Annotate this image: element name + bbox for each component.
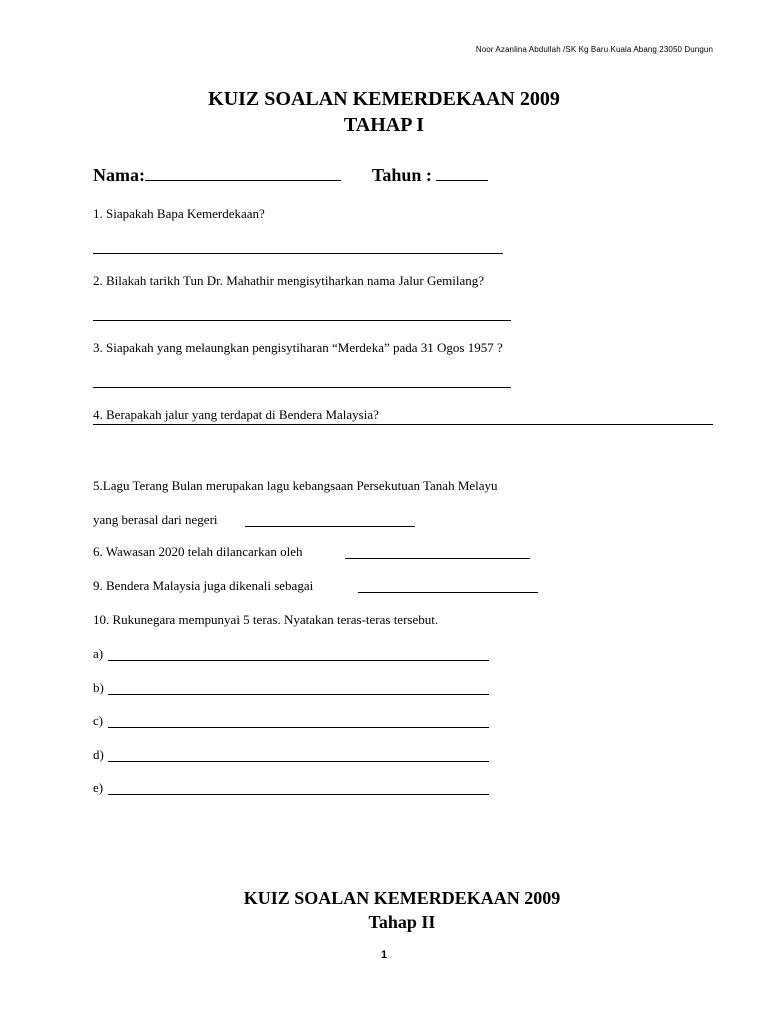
- option-e-label: e): [93, 780, 104, 795]
- question-2: 2. Bilakah tarikh Tun Dr. Mahathir mengisytiharkan nama Jalur Gemilang?: [93, 273, 485, 288]
- answer-line-d[interactable]: [108, 761, 489, 762]
- answer-line-9[interactable]: [358, 592, 538, 593]
- option-d-label: d): [93, 747, 104, 762]
- name-blank[interactable]: [145, 166, 341, 181]
- answer-line-c[interactable]: [108, 727, 489, 728]
- answer-line-e[interactable]: [108, 794, 489, 795]
- name-field[interactable]: [93, 165, 341, 186]
- year-blank[interactable]: [436, 166, 488, 181]
- quiz-title: KUIZ SOALAN KEMERDEKAAN 2009: [208, 88, 560, 110]
- question-3: 3. Siapakah yang melaungkan pengisytiharan “Merdeka” pada 31 Ogos 1957 ?: [93, 340, 503, 355]
- answer-line-4[interactable]: [93, 424, 713, 425]
- year-label: Tahun :: [372, 165, 432, 185]
- question-4: 4. Berapakah jalur yang terdapat di Bendera Malaysia?: [93, 407, 379, 422]
- answer-line-a[interactable]: [108, 660, 489, 661]
- question-6: 6. Wawasan 2020 telah dilancarkan oleh: [93, 544, 303, 559]
- option-c-label: c): [93, 713, 104, 728]
- header-note: Noor Azanlina Abdullah /SK Kg Baru Kuala Abang 23050 Dungun: [475, 45, 713, 54]
- answer-line-5[interactable]: [245, 526, 415, 527]
- question-9: 9. Bendera Malaysia juga dikenali sebagai: [93, 578, 314, 593]
- level-title-2: Tahap II: [368, 912, 436, 932]
- level-title: TAHAP I: [343, 114, 425, 136]
- answer-line-b[interactable]: [108, 694, 489, 695]
- answer-line-1[interactable]: [93, 253, 503, 254]
- answer-line-3[interactable]: [93, 387, 511, 388]
- name-label: Nama:: [93, 165, 145, 185]
- answer-line-6[interactable]: [345, 558, 530, 559]
- answer-line-2[interactable]: [93, 320, 511, 321]
- quiz-title-2: KUIZ SOALAN KEMERDEKAAN 2009: [243, 888, 561, 908]
- year-field[interactable]: [372, 165, 488, 186]
- question-5: 5.Lagu Terang Bulan merupakan lagu kebangsaan Persekutuan Tanah Melayu: [93, 478, 498, 493]
- question-1: 1. Siapakah Bapa Kemerdekaan?: [93, 206, 265, 221]
- page-number: 1: [380, 949, 388, 961]
- question-10: 10. Rukunegara mempunyai 5 teras. Nyatakan teras-teras tersebut.: [93, 612, 439, 627]
- option-a-label: a): [93, 646, 104, 661]
- question-5-continued: yang berasal dari negeri: [93, 512, 218, 527]
- option-b-label: b): [93, 680, 104, 695]
